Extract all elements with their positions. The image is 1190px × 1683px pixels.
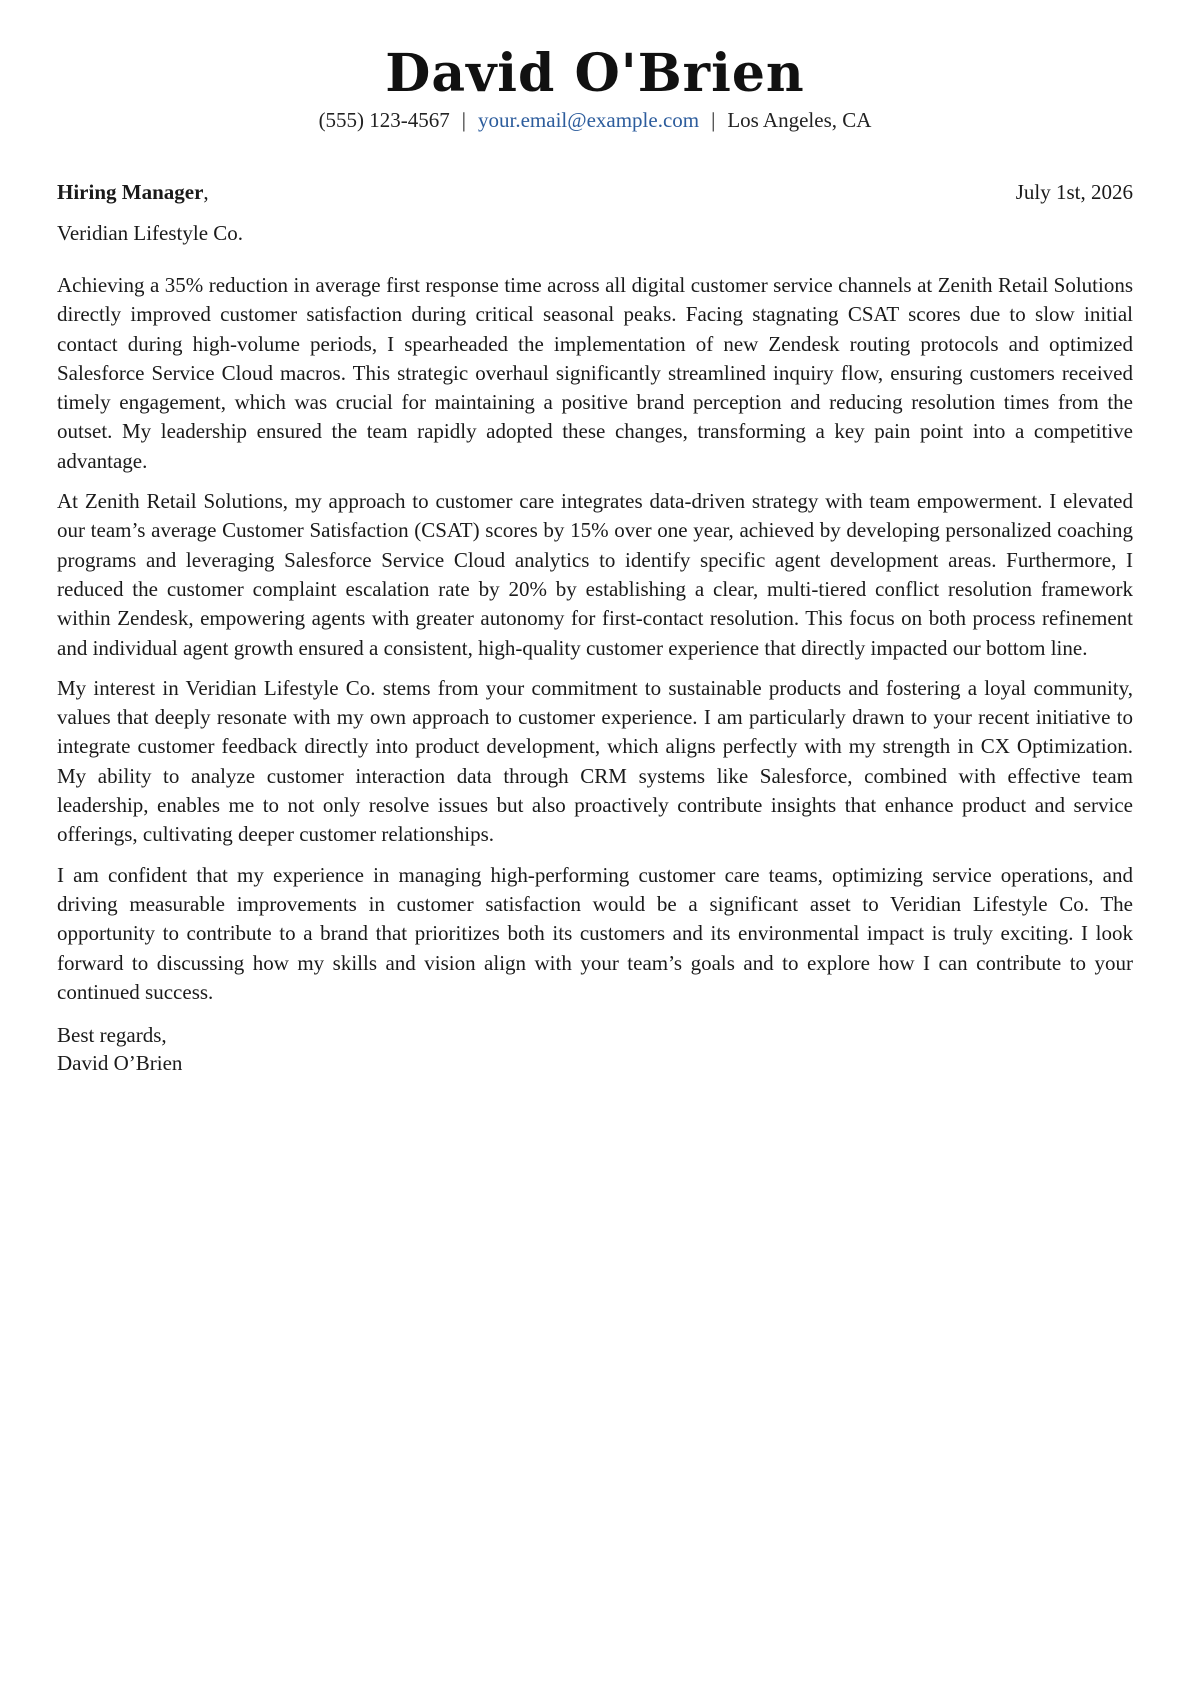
signature-name: David O’Brien bbox=[57, 1051, 183, 1076]
salutation-punctuation: , bbox=[203, 180, 209, 204]
salutation bbox=[57, 178, 209, 206]
letter-date: July 1st, 2026 bbox=[1015, 180, 1133, 204]
body-paragraph: I am confident that my experience in managing high-performing customer care teams, optimizing service operations, and driving measurable improvements in customer satisfaction would be a significant asset to Veridian Lifestyle Co. The opportunity to contribute to a brand that prioritizes both its customers and its environmental impact is truly exciting. I look forward to discussing how my skills and vision align with your team’s goals and to explore how I can contribute to your continued success. bbox=[57, 862, 1133, 1004]
valediction: Best regards, bbox=[57, 1023, 167, 1048]
contact-separator: | bbox=[711, 108, 716, 132]
cover-letter-page bbox=[57, 0, 1133, 1077]
body-paragraph: Achieving a 35% reduction in average first response time across all digital customer service channels at Zenith Retail Solutions directly improved customer satisfaction during critical seasonal peaks. Facing stagnating CSAT scores due to slow initial contact during high-volume periods, I spearheaded the implementation of new Zendesk routing protocols and optimized Salesforce Service Cloud macros. This strategic overhaul significantly streamlined inquiry flow, ensuring customers received timely engagement, which was crucial for maintaining a positive brand perception and reducing resolution times from the outset. My leadership ensured the team rapidly adopted these changes, transforming a key pain point into a competitive advantage. bbox=[57, 273, 1133, 473]
applicant-name: David O'Brien bbox=[385, 43, 805, 104]
contact-line bbox=[57, 106, 1133, 134]
body-paragraph: My interest in Veridian Lifestyle Co. stems from your commitment to sustainable products and fostering a loyal community, values that deeply resonate with my own approach to customer experience. I am particularly drawn to your recent initiative to integrate customer feedback directly into product development, which aligns perfectly with my strength in CX Optimization. My ability to analyze customer interaction data through CRM systems like Salesforce, combined with effective team leadership, enables me to not only resolve issues but also proactively contribute insights that enhance product and service offerings, cultivating deeper customer relationships. bbox=[57, 675, 1133, 847]
email-link[interactable]: your.email@example.com bbox=[478, 108, 700, 132]
letter-body bbox=[57, 271, 1133, 1007]
location: Los Angeles, CA bbox=[727, 108, 872, 132]
body-paragraph: At Zenith Retail Solutions, my approach to customer care integrates data-driven strategy with team empowerment. I elevated our team’s average Customer Satisfaction (CSAT) scores by 15% over one year, achieved by developing personalized coaching programs and leveraging Salesforce Service Cloud analytics to identify specific agent development areas. Furthermore, I reduced the customer complaint escalation rate by 20% by establishing a clear, multi-tiered conflict resolution framework within Zendesk, empowering agents with greater autonomy for first-contact resolution. This focus on both process refinement and individual agent growth ensured a consistent, high-quality customer experience that directly impacted our bottom line. bbox=[57, 489, 1133, 660]
recipient-date-row bbox=[57, 178, 1133, 206]
contact-separator: | bbox=[461, 108, 467, 132]
phone-number: (555) 123-4567 bbox=[318, 108, 450, 132]
letter-header bbox=[57, 0, 1133, 134]
recipient-name: Hiring Manager bbox=[57, 180, 204, 204]
recipient-company: Veridian Lifestyle Co. bbox=[57, 221, 244, 245]
letter-closing bbox=[57, 1021, 1133, 1077]
